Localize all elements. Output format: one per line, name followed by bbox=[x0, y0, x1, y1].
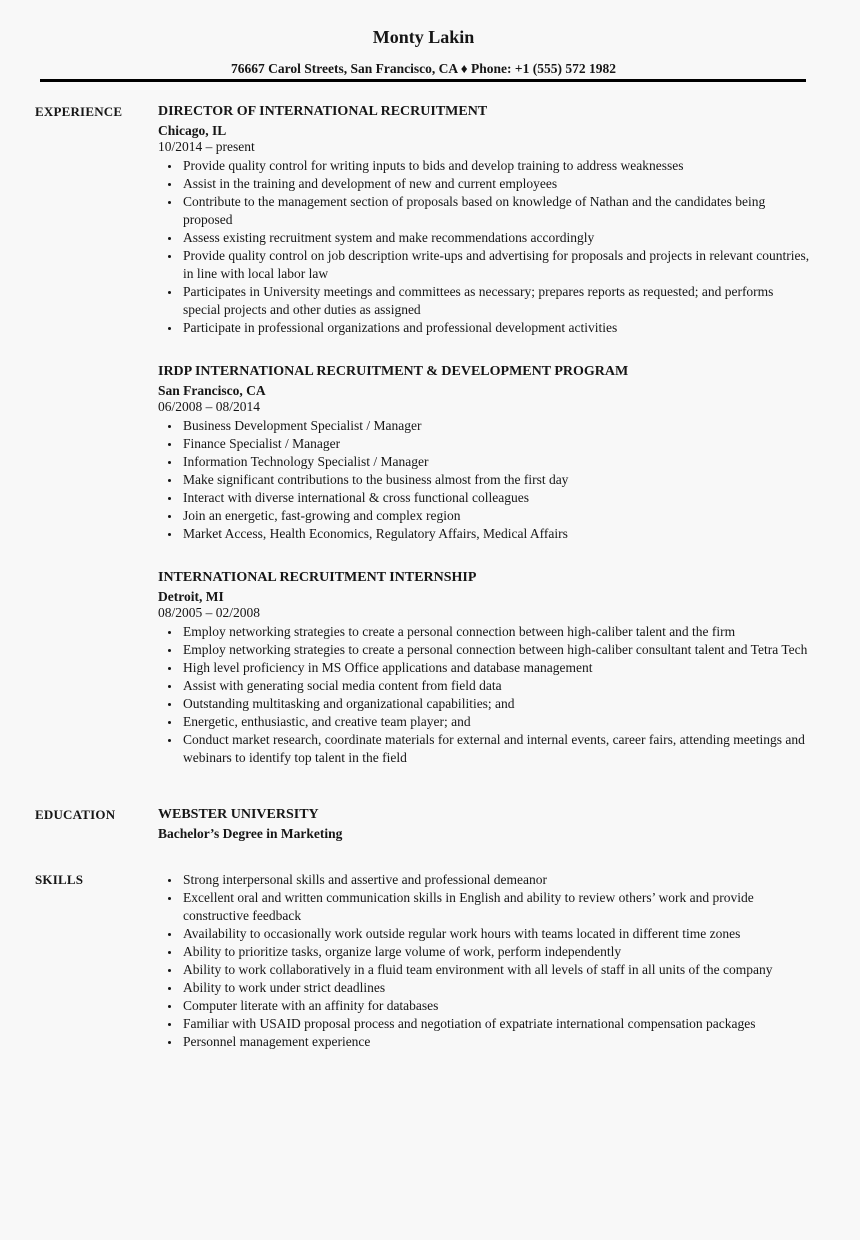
bullet-item: • Finance Specialist / Manager bbox=[181, 435, 812, 453]
bullet-item: • Business Development Specialist / Manager bbox=[181, 417, 812, 435]
bullet-item: • Strong interpersonal skills and assertive and professional demeanor bbox=[181, 871, 812, 889]
experience-entry bbox=[158, 102, 812, 337]
bullet-item: • Outstanding multitasking and organizational capabilities; and bbox=[181, 695, 812, 713]
job-dates: 08/2005 – 02/2008 bbox=[158, 605, 261, 620]
bullet-item: • Familiar with USAID proposal process and negotiation of expatriate international compensation packages bbox=[181, 1015, 812, 1033]
resume-name: Monty Lakin bbox=[372, 27, 475, 47]
section-label-skills: SKILLS bbox=[35, 872, 84, 887]
education-degree: Bachelor’s Degree in Marketing bbox=[158, 826, 343, 841]
bullet-item: • Energetic, enthusiastic, and creative team player; and bbox=[181, 713, 812, 731]
header-divider bbox=[40, 79, 806, 82]
bullet-item: • Assist in the training and development of new and current employees bbox=[181, 175, 812, 193]
job-title: DIRECTOR OF INTERNATIONAL RECRUITMENT bbox=[158, 104, 488, 119]
bullet-item: • Make significant contributions to the business almost from the first day bbox=[181, 471, 812, 489]
section-education bbox=[35, 805, 812, 843]
bullet-item: • Participate in professional organizations and professional development activities bbox=[181, 319, 812, 337]
job-dates: 06/2008 – 08/2014 bbox=[158, 399, 261, 414]
job-location: Detroit, MI bbox=[158, 589, 224, 604]
bullet-item: • Employ networking strategies to create a personal connection between high-caliber talent and the firm bbox=[181, 623, 812, 641]
job-location: San Francisco, CA bbox=[158, 383, 266, 398]
bullet-item: • Employ networking strategies to create a personal connection between high-caliber consultant talent and Tetra Tech bbox=[181, 641, 812, 659]
experience-entry bbox=[158, 362, 812, 543]
education-school: WEBSTER UNIVERSITY bbox=[158, 807, 319, 822]
section-skills bbox=[35, 870, 812, 1051]
resume-header bbox=[35, 26, 812, 82]
experience-entries bbox=[158, 102, 812, 767]
bullet-item: • Interact with diverse international & cross functional colleagues bbox=[181, 489, 812, 507]
bullet-item: • Ability to prioritize tasks, organize large volume of work, perform independently bbox=[181, 943, 812, 961]
education-entry bbox=[158, 805, 812, 843]
bullet-item: • Computer literate with an affinity for databases bbox=[181, 997, 812, 1015]
section-experience bbox=[35, 102, 812, 767]
job-location: Chicago, IL bbox=[158, 123, 227, 138]
bullet-item: • High level proficiency in MS Office applications and database management bbox=[181, 659, 812, 677]
bullet-item: • Contribute to the management section of proposals based on knowledge of Nathan and the candidates being proposed bbox=[181, 193, 812, 229]
bullet-item: • Personnel management experience bbox=[181, 1033, 812, 1051]
bullet-item: • Assist with generating social media content from field data bbox=[181, 677, 812, 695]
section-label-experience: EXPERIENCE bbox=[35, 104, 123, 119]
skills-list bbox=[158, 871, 812, 1051]
bullet-item: • Provide quality control for writing inputs to bids and develop training to address weaknesses bbox=[181, 157, 812, 175]
bullet-item: • Ability to work collaboratively in a fluid team environment with all levels of staff in all units of the company bbox=[181, 961, 812, 979]
section-label-education: EDUCATION bbox=[35, 807, 116, 822]
job-title: IRDP INTERNATIONAL RECRUITMENT & DEVELOPMENT PROGRAM bbox=[158, 364, 629, 379]
bullet-item: • Participates in University meetings and committees as necessary; prepares reports as requested; and performs special projects and other duties as assigned bbox=[181, 283, 812, 319]
bullet-item: • Conduct market research, coordinate materials for external and internal events, career fairs, attending meetings and webinars to identify top talent in the field bbox=[181, 731, 812, 767]
job-bullet-list bbox=[158, 157, 812, 337]
bullet-item: • Provide quality control on job description write-ups and advertising for proposals and projects in relevant countries, in line with local labor law bbox=[181, 247, 812, 283]
experience-entry bbox=[158, 568, 812, 767]
bullet-item: • Ability to work under strict deadlines bbox=[181, 979, 812, 997]
bullet-item: • Information Technology Specialist / Manager bbox=[181, 453, 812, 471]
contact-line: 76667 Carol Streets, San Francisco, CA ♦ Phone: +1 (555) 572 1982 bbox=[231, 61, 616, 76]
bullet-item: • Assess existing recruitment system and make recommendations accordingly bbox=[181, 229, 812, 247]
bullet-item: • Availability to occasionally work outside regular work hours with teams located in different time zones bbox=[181, 925, 812, 943]
job-bullet-list bbox=[158, 623, 812, 767]
bullet-item: • Join an energetic, fast-growing and complex region bbox=[181, 507, 812, 525]
bullet-item: • Excellent oral and written communication skills in English and ability to review others’ work and provide constructive feedback bbox=[181, 889, 812, 925]
job-bullet-list bbox=[158, 417, 812, 543]
job-dates: 10/2014 – present bbox=[158, 139, 255, 154]
bullet-item: • Market Access, Health Economics, Regulatory Affairs, Medical Affairs bbox=[181, 525, 812, 543]
job-title: INTERNATIONAL RECRUITMENT INTERNSHIP bbox=[158, 570, 477, 585]
